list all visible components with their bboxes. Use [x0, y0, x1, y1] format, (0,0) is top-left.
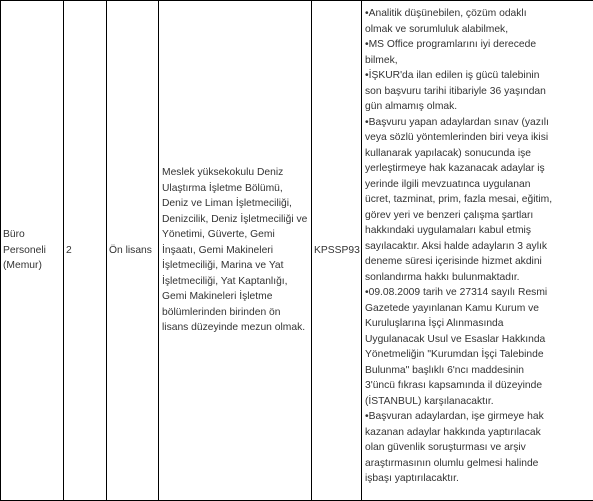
requirements-cell	[362, 1, 593, 501]
department-line: İşletmeciliği, Yat Kaptanlığı,	[162, 275, 288, 287]
education-level-cell	[107, 1, 159, 501]
requirement-line: Uygulanacak Usul ve Esaslar Hakkında	[365, 333, 546, 345]
department-line: Denizcilik, Deniz İşletmeciliği ve	[162, 213, 308, 225]
requirement-line: kazanan adaylar hakkında yaptırılacak	[365, 426, 541, 438]
requirement-line: hakkındaki uygulamaları kabul etmiş	[365, 225, 531, 236]
requirement-line: olan güvenlik soruşturması ve arşiv	[365, 442, 526, 453]
requirement-line: •İŞKUR'da ilan edilen iş gücü talebinin	[365, 70, 540, 81]
requirement-line: olmak ve sorumluluk alabilmek,	[365, 23, 509, 35]
requirement-line: Yönetmeliğin "Kurumdan İşçi Talebinde	[365, 349, 544, 360]
requirement-line: ücret, tazminat, prim, fazla mesai, eğitim,	[365, 194, 553, 205]
requirement-line: •Analitik düşünebilen, çözüm odaklı	[365, 8, 527, 19]
department-line: Ulaştırma İşletme Bölümü,	[162, 182, 283, 194]
department-line: lisans düzeyinde mezun olmak.	[162, 322, 306, 334]
requirement-line: •Başvuran adaylardan, işe girmeye hak	[365, 411, 544, 422]
requirement-line: sayılacaktır. Aksi halde adayların 3 aylık	[365, 240, 548, 252]
department-cell	[159, 1, 312, 501]
department-line: bölümlerinden birinden ön	[162, 306, 281, 318]
count-cell	[64, 1, 107, 501]
requirement-line: Kuruluşlarına İşçi Alınmasında	[365, 318, 504, 329]
requirement-line: son başvuru tarihi itibariyle 36 yaşından	[365, 85, 546, 97]
requirement-line: bilmek,	[365, 54, 398, 66]
requirement-line: •09.08.2009 tarih ve 27314 sayılı Resmi	[365, 287, 548, 298]
requirement-line: 3'üncü fıkrası kapsamında il düzeyinde	[365, 380, 543, 391]
education-level: Ön lisans	[109, 244, 152, 256]
department-line: Gemi Makineleri İşletme	[162, 291, 273, 303]
department-line: İşletmeciliği, Marina ve Yat	[162, 260, 284, 272]
requirement-line: yerinde ilgili mevzuatınca uygulanan	[365, 178, 531, 190]
score-type: KPSSP93	[314, 244, 360, 256]
requirement-line: veya sözlü yöntemlerinden biri veya ikisi	[365, 132, 549, 143]
requirement-line: kullanarak yapılacak) sonucunda işe	[365, 147, 531, 159]
requirement-line: gün almamış olmak.	[365, 101, 458, 112]
requirement-line: görev yeri ve benzeri çalışma şartları	[365, 209, 534, 221]
requirement-line: yerleştirmeye hak kazanacak adaylar iş	[365, 163, 545, 174]
table-row	[1, 1, 593, 501]
department-line: İnşaatı, Gemi Makineleri	[162, 244, 274, 256]
requirement-line: işbaşı yaptırılacaktır.	[365, 473, 459, 484]
position-cell	[1, 1, 64, 501]
requirement-line: Gazetede yayınlanan Kamu Kurum ve	[365, 302, 540, 314]
score-type-cell	[312, 1, 362, 501]
position-line: (Memur)	[3, 260, 42, 272]
department-line: Meslek yüksekokulu Deniz	[162, 167, 284, 179]
requirement-line: •Başvuru yapan adaylardan sınav (yazılı	[365, 116, 549, 128]
requirement-line: •MS Office programlarını iyi derecede	[365, 39, 537, 50]
requirement-line: deneme süresi içerisinde hizmet akdini	[365, 256, 542, 267]
department-line: Yönetimi, Güverte, Gemi	[162, 229, 275, 241]
department-line: Deniz ve Liman İşletmeciliği,	[162, 198, 292, 210]
requirement-line: araştırmasının olumlu gelmesi halinde	[365, 457, 539, 469]
position-count: 2	[66, 244, 72, 256]
requirement-line: (İSTANBUL) karşılanacaktır.	[365, 395, 494, 407]
requirement-line: Bulunma" başlıklı 6'ncı maddesinin	[365, 364, 525, 376]
position-line: Büro	[3, 229, 25, 241]
position-line: Personeli	[3, 244, 46, 256]
requirement-line: sonlandırma hakkı bulunmaktadır.	[365, 271, 520, 283]
